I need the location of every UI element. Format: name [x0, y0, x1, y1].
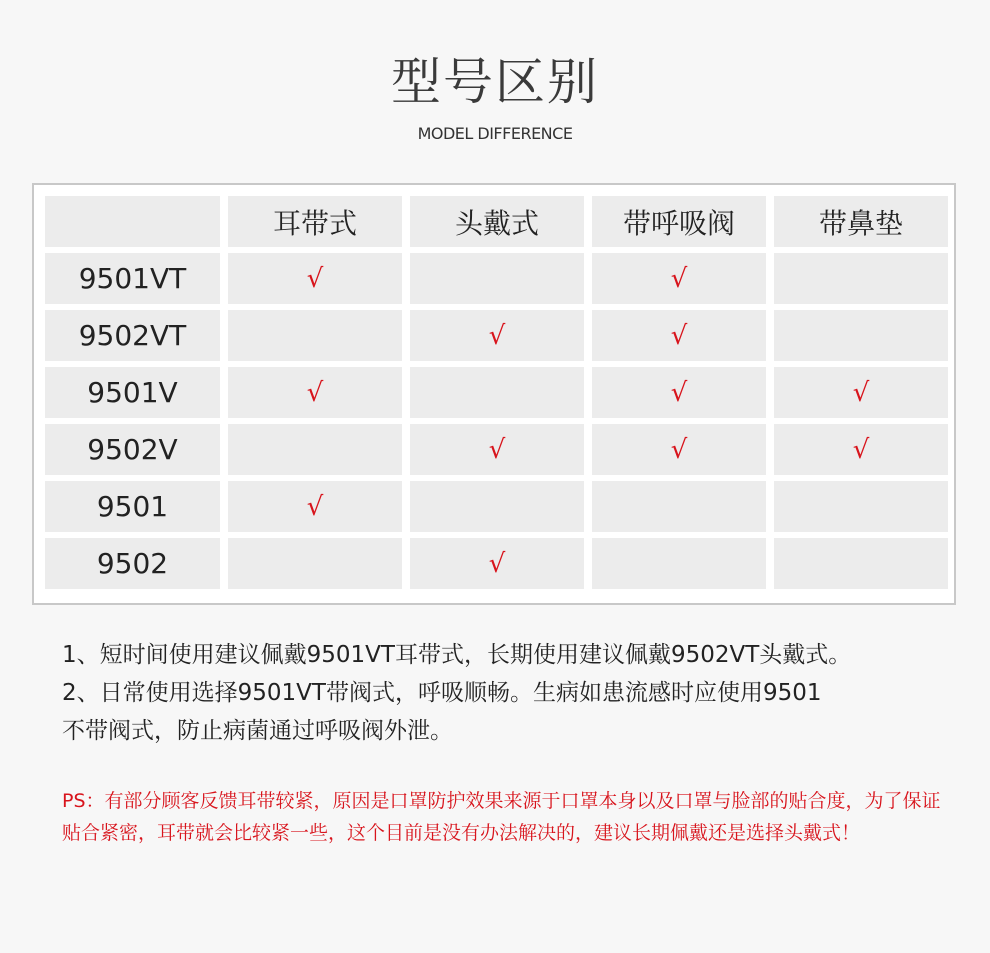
check-cell: √: [774, 424, 948, 475]
note-line-3: 不带阀式，防止病菌通过呼吸阀外泄。: [62, 718, 453, 744]
check-cell: [774, 481, 948, 532]
note-line-1: 1、短时间使用建议佩戴9501VT耳带式，长期使用建议佩戴9502VT头戴式。: [62, 642, 852, 668]
model-cell: 9502VT: [45, 310, 220, 361]
check-cell: [774, 253, 948, 304]
ps-note: PS：有部分顾客反馈耳带较紧，原因是口罩防护效果来源于口罩本身以及口罩与脸部的贴合度，为了保证贴合紧密，耳带就会比较紧一些，这个目前是没有办法解决的，建议长期佩戴还是选择头戴式！: [62, 790, 941, 844]
check-cell: [410, 367, 584, 418]
page-subtitle: MODEL DIFFERENCE: [417, 124, 573, 143]
model-cell: 9502V: [45, 424, 220, 475]
check-cell: √: [228, 367, 402, 418]
comparison-table: [45, 196, 948, 589]
header-cell-valve: 带呼吸阀: [592, 196, 766, 247]
check-cell: √: [592, 424, 766, 475]
check-cell: [774, 310, 948, 361]
header-cell-head-strap: 头戴式: [410, 196, 584, 247]
header-cell-nose-pad: 带鼻垫: [774, 196, 948, 247]
check-cell: [410, 481, 584, 532]
comparison-table-frame: [32, 183, 956, 605]
check-cell: √: [592, 310, 766, 361]
model-cell: 9501VT: [45, 253, 220, 304]
check-cell: [228, 424, 402, 475]
header-cell-ear-loop: 耳带式: [228, 196, 402, 247]
check-cell: √: [228, 253, 402, 304]
check-cell: [592, 538, 766, 589]
check-cell: [228, 538, 402, 589]
check-cell: √: [228, 481, 402, 532]
page-title: 型号区别: [391, 53, 599, 111]
check-cell: [774, 538, 948, 589]
model-cell: 9502: [45, 538, 220, 589]
check-cell: √: [410, 538, 584, 589]
check-cell: √: [774, 367, 948, 418]
model-cell: 9501V: [45, 367, 220, 418]
header-cell-blank: [45, 196, 220, 247]
model-cell: 9501: [45, 481, 220, 532]
usage-notes: [62, 636, 962, 750]
check-cell: √: [410, 424, 584, 475]
note-line-2: 2、日常使用选择9501VT带阀式，呼吸顺畅。生病如患流感时应使用9501: [62, 680, 822, 706]
check-cell: [228, 310, 402, 361]
check-cell: [592, 481, 766, 532]
check-cell: √: [410, 310, 584, 361]
check-cell: √: [592, 253, 766, 304]
check-cell: [410, 253, 584, 304]
check-cell: √: [592, 367, 766, 418]
